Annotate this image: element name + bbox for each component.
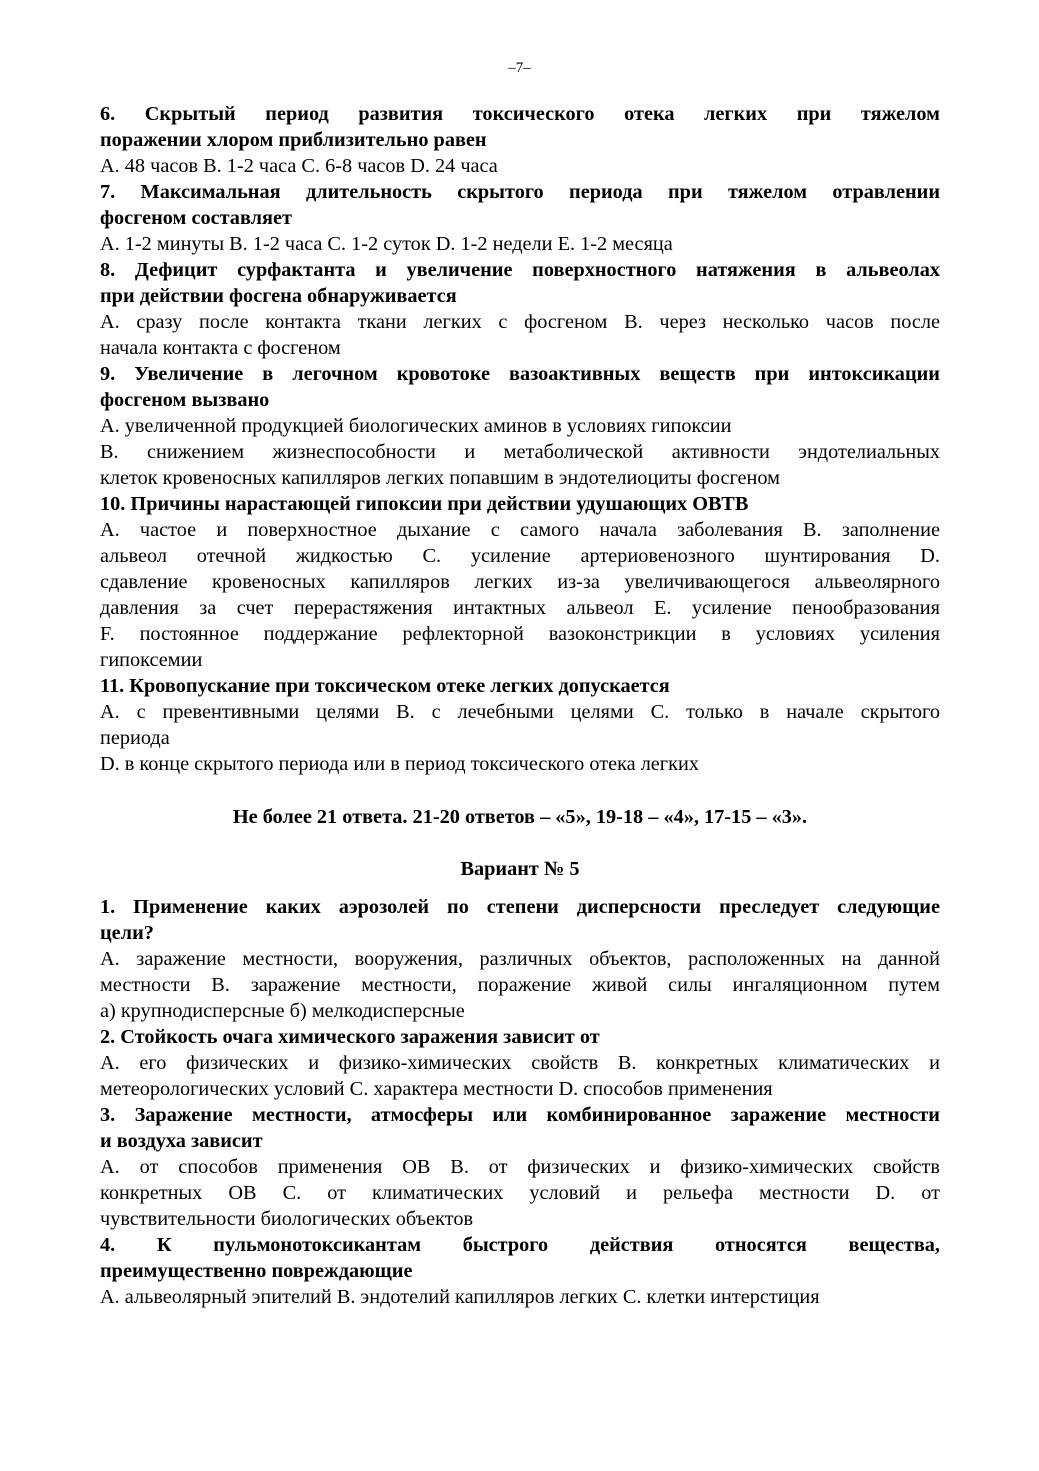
answer-text: A. от способов применения ОВ B. от физических и физико-химических свойств bbox=[100, 1156, 940, 1178]
question-text: 8. Дефицит сурфактанта и увеличение поверхностного натяжения в альвеолах bbox=[100, 259, 940, 281]
answer-text: F. постоянное поддержание рефлекторной вазоконстрикции в условиях усиления bbox=[100, 623, 940, 645]
answer-text: местности B. заражение местности, поражение живой силы ингаляционном путем bbox=[100, 974, 940, 996]
answer-text: а) крупнодисперсные б) мелкодисперсные bbox=[100, 1000, 465, 1022]
question-text: 7. Максимальная длительность скрытого периода при тяжелом отравлении bbox=[100, 181, 940, 203]
question-item bbox=[100, 179, 940, 257]
answer-text: A. частое и поверхностное дыхание с самого начала заболевания B. заполнение bbox=[100, 519, 940, 541]
question-text: 6. Скрытый период развития токсического отека легких при тяжелом bbox=[100, 103, 940, 125]
answer-text: альвеол отечной жидкостью C. усиление артериовенозного шунтирования D. bbox=[100, 545, 940, 567]
question-item bbox=[100, 673, 940, 777]
question-text: преимущественно повреждающие bbox=[100, 1260, 413, 1282]
question-text: и воздуха зависит bbox=[100, 1130, 263, 1152]
answer-text: клеток кровеносных капилляров легких попавшим в эндотелиоциты фосгеном bbox=[100, 467, 780, 489]
question-item bbox=[100, 894, 940, 1024]
question-item bbox=[100, 1232, 940, 1310]
answer-text: чувствительности биологических объектов bbox=[100, 1208, 474, 1230]
question-text: поражении хлором приблизительно равен bbox=[100, 129, 487, 151]
question-text: фосгеном вызвано bbox=[100, 389, 270, 411]
question-text: 11. Кровопускание при токсическом отеке легких допускается bbox=[100, 675, 670, 697]
answer-text: сдавление кровеносных капилляров легких из-за увеличивающегося альвеолярного bbox=[100, 571, 940, 593]
page-number: –7– bbox=[508, 60, 531, 76]
question-item bbox=[100, 257, 940, 361]
answer-text: B. снижением жизнеспособности и метаболической активности эндотелиальных bbox=[100, 441, 940, 463]
question-text: 10. Причины нарастающей гипоксии при действии удушающих ОВТВ bbox=[100, 493, 749, 515]
questions-block-a bbox=[100, 101, 940, 777]
answer-text: периода bbox=[100, 727, 170, 749]
question-text: 1. Применение каких аэрозолей по степени дисперсности преследует следующие bbox=[100, 896, 940, 918]
answer-text: A. увеличенной продукцией биологических аминов в условиях гипоксии bbox=[100, 415, 732, 437]
question-item bbox=[100, 1024, 940, 1102]
question-text: фосгеном составляет bbox=[100, 207, 292, 229]
question-item bbox=[100, 361, 940, 491]
answer-text: A. 48 часов B. 1-2 часа C. 6-8 часов D. 24 часа bbox=[100, 155, 498, 177]
question-text: цели? bbox=[100, 922, 154, 944]
question-item bbox=[100, 491, 940, 673]
answer-text: давления за счет перерастяжения интактных альвеол E. усиление пенообразования bbox=[100, 597, 940, 619]
answer-text: A. альвеолярный эпителий B. эндотелий капилляров легких C. клетки интерстиция bbox=[100, 1286, 820, 1308]
question-text: 4. К пульмонотоксикантам быстрого действия относятся вещества, bbox=[100, 1234, 940, 1256]
question-text: 2. Стойкость очага химического заражения зависит от bbox=[100, 1026, 600, 1048]
answer-text: A. с превентивными целями B. с лечебными целями C. только в начале скрытого bbox=[100, 701, 940, 723]
score-note: Не более 21 ответа. 21-20 ответов – «5», 19-18 – «4», 17-15 – «3». bbox=[232, 806, 808, 828]
page-content bbox=[100, 101, 940, 1310]
question-text: при действии фосгена обнаруживается bbox=[100, 285, 457, 307]
answer-text: начала контакта с фосгеном bbox=[100, 337, 341, 359]
answer-text: конкретных ОВ C. от климатических условий и рельефа местности D. от bbox=[100, 1182, 940, 1204]
question-text: 9. Увеличение в легочном кровотоке вазоактивных веществ при интоксикации bbox=[100, 363, 940, 385]
questions-block-b bbox=[100, 894, 940, 1310]
variant-title: Вариант № 5 bbox=[460, 858, 580, 880]
question-item bbox=[100, 101, 940, 179]
answer-text: гипоксемии bbox=[100, 649, 203, 671]
question-text: 3. Заражение местности, атмосферы или комбинированное заражение местности bbox=[100, 1104, 940, 1126]
question-item bbox=[100, 1102, 940, 1232]
answer-text: A. 1-2 минуты B. 1-2 часа C. 1-2 суток D. 1-2 недели E. 1-2 месяца bbox=[100, 233, 673, 255]
answer-text: A. его физических и физико-химических свойств B. конкретных климатических и bbox=[100, 1052, 940, 1074]
answer-text: A. сразу после контакта ткани легких с фосгеном B. через несколько часов после bbox=[100, 311, 940, 333]
answer-text: A. заражение местности, вооружения, различных объектов, расположенных на данной bbox=[100, 948, 940, 970]
answer-text: D. в конце скрытого периода или в период токсического отека легких bbox=[100, 753, 699, 775]
answer-text: метеорологических условий C. характера местности D. способов применения bbox=[100, 1078, 773, 1100]
